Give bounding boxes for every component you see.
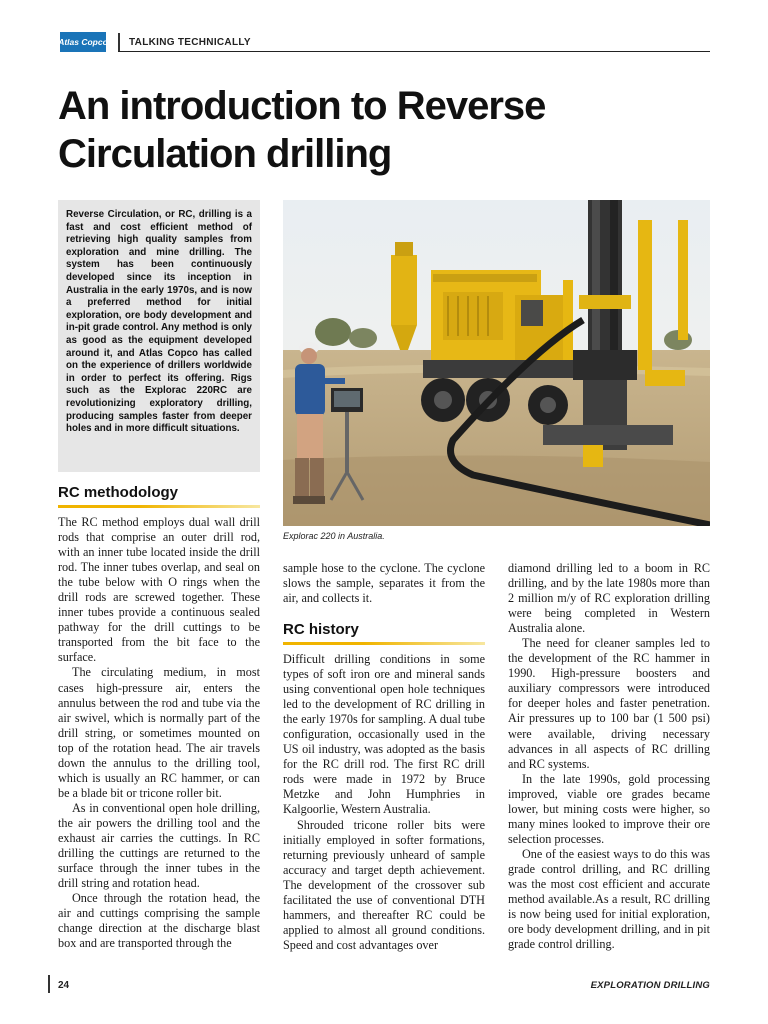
col2-continuation: sample hose to the cyclone. The cyclone slows the sample, separates it from the air, and collects it. [283, 561, 485, 606]
intro-box [58, 200, 260, 472]
header-rule [118, 51, 710, 52]
publication-name: EXPLORATION DRILLING [590, 980, 710, 991]
col3-paragraph: One of the easiest ways to do this was grade control drilling, and RC drilling was the most cost efficient and accurate method available.As a result, RC drilling is now being used for initial exploration, ore body development drilling, and in pit grade control drilling. [508, 846, 710, 952]
column-3 [508, 561, 710, 952]
atlas-copco-logo [60, 32, 106, 52]
col1-paragraph: The circulating medium, in most cases high-pressure air, enters the annulus between the rod and tube via the air swivel, which is normally part of the drill string, or sometimes mounted on top of the rotation head. The air travels down the annulus to the drilling tool, which is usually an RC hammer, or can be a blade bit or tricone roller bit. [58, 665, 260, 800]
photo-caption: Explorac 220 in Australia. [283, 531, 385, 541]
history-heading-rule [283, 642, 485, 645]
intro-text: Reverse Circulation, or RC, drilling is a fast and cost efficient method of retrieving high quality samples from exploration and mine drilling. The system has been continuously developed since its inception in Australia in the early 1970s, and is now a preferred method for initial exploration, ore body development and in-pit grade control. Any method is only as good as the equipment developed around it, and Atlas Copco has called on the experience of drillers worldwide in order to perfect its offering. Rigs such as the Explorac 220RC are revolutionizing exploratory drilling, producing samples faster from deeper holes and in more difficult situations. [66, 209, 252, 435]
col2-paragraph: Shrouded tricone roller bits were initially employed in softer formations, returning previously unheard of sample accuracy and target depth achievement. The development of the crossover sub facilitated the use of conventional DTH hammers, and thereafter RC could be applied to almost all ground conditions. Speed and cost advantages over [283, 817, 485, 952]
col3-paragraph: The need for cleaner samples led to the development of the RC hammer in 1990. High-pressure boosters and auxiliary compressors were introduced for deeper holes and faster penetration. Air pressures up to 100 bar (1 500 psi) were available, driving necessary advances in all aspects of RC drilling and RC systems. [508, 636, 710, 771]
col2-paragraph: Difficult drilling conditions in some types of soft iron ore and mineral sands using conventional open hole techniques led to the development of RC drilling in the early 1970s for sampling. A dual tube configuration, occasionally used in the US oil industry, was adopted as the basis for the RC drill rod. The first RC drill rods were made in 1972 by Bruce Metzke and John Humphries in Kalgoorlie, Western Australia. [283, 652, 485, 817]
page-number: 24 [58, 980, 70, 991]
column-2 [283, 561, 485, 606]
logo-text: Atlas Copco [58, 37, 108, 47]
article-title [58, 82, 718, 178]
header-divider [118, 33, 120, 51]
title-line-1: An introduction to Reverse [58, 84, 546, 128]
col1-paragraph: The RC method employs dual wall drill rods that comprise an outer drill rod, with an inner tube located inside the drill rod. The inner tubes overlap, and seal on the tube below with O rings when the drill rods are screwed together. These inner tubes provide a continuous sealed pathway for the drill cuttings to be transported from the bit face to the surface. [58, 515, 260, 665]
title-line-2: Circulation drilling [58, 132, 392, 176]
column-2-body [283, 652, 485, 953]
section-label: TALKING TECHNICALLY [129, 37, 251, 48]
col3-paragraph: diamond drilling led to a boom in RC drilling, and by the late 1980s more than 2 million m/y of RC exploration drilling were being completed in Western Australia alone. [508, 561, 710, 636]
footer-divider [48, 975, 50, 993]
col1-paragraph: As in conventional open hole drilling, the air powers the drilling tool and the exhaust air carries the cuttings. In RC drilling the cuttings are returned to the surface through the inner tubes in the drill string and rotation head. [58, 800, 260, 891]
col1-paragraph: Once through the rotation head, the air and cuttings comprising the sample change direction at the discharge blast box and are transported through the [58, 891, 260, 951]
methodology-heading: RC methodology [58, 484, 178, 501]
history-heading: RC history [283, 621, 359, 638]
column-1 [58, 515, 260, 951]
methodology-heading-rule [58, 505, 260, 508]
drill-rig-photo [283, 200, 710, 526]
col3-paragraph: In the late 1990s, gold processing improved, viable ore grades became lower, but mining costs were higher, so many mines looked to improve their ore selection processes. [508, 771, 710, 846]
